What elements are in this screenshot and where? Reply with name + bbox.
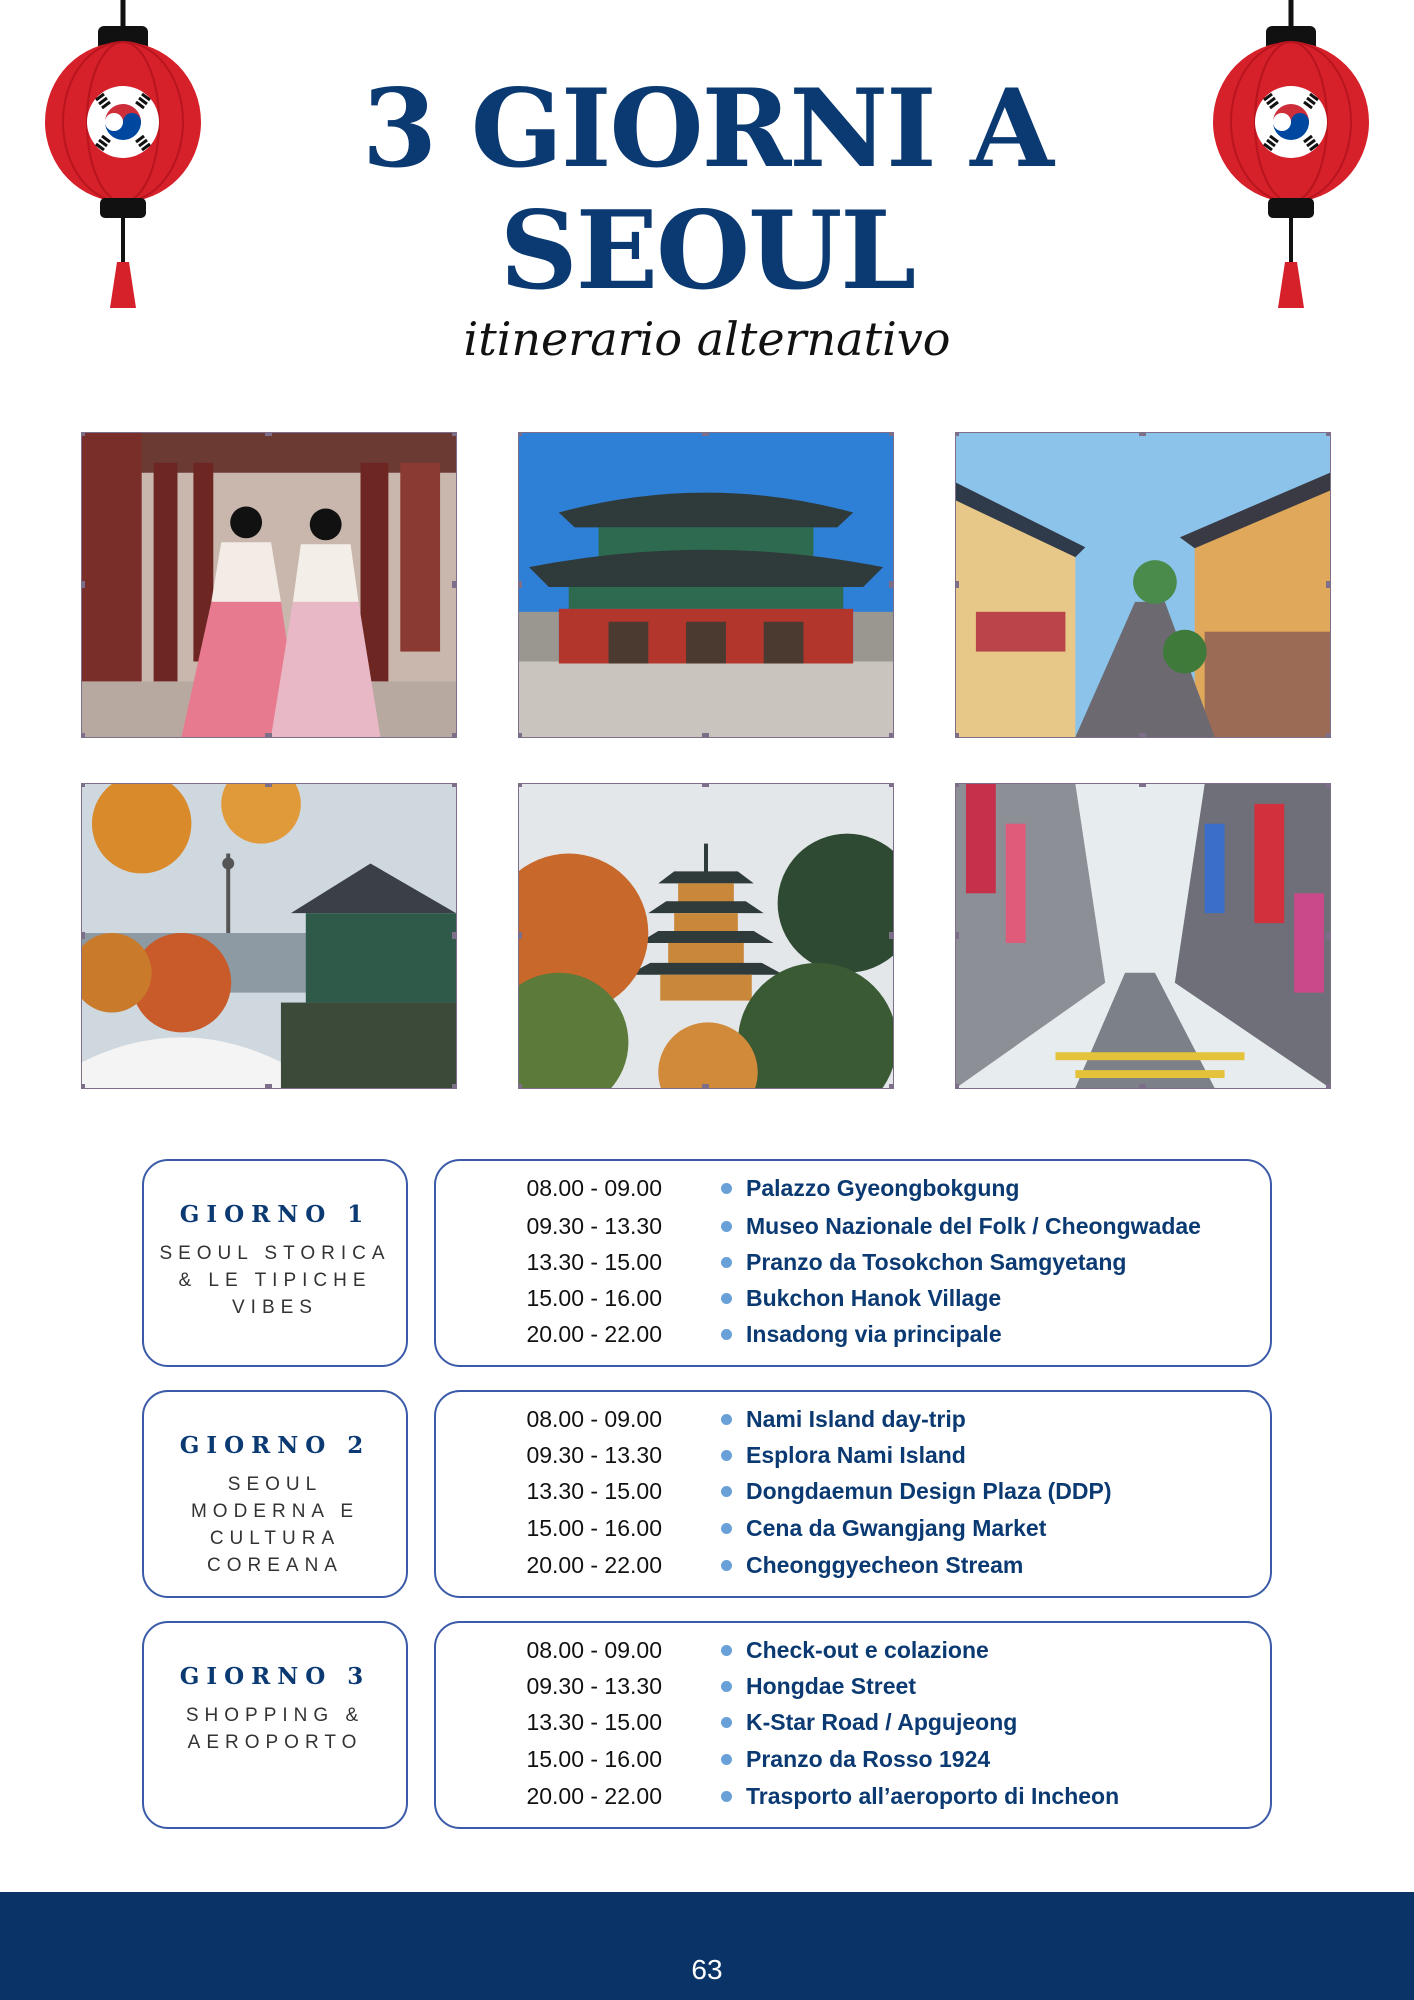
selection-handle [81,932,85,939]
photo-hanbok-women [81,432,457,738]
selection-handle [81,783,85,787]
schedule-time: 20.00 - 22.00 [526,1321,662,1347]
selection-handle [452,733,457,738]
selection-handle [1326,783,1331,787]
selection-handle [1326,581,1331,588]
title-line-2: SEOUL [499,188,915,314]
selection-handle [889,783,894,787]
schedule-row [436,1478,1270,1510]
selection-handle [265,1084,272,1089]
photo-bukchon-hanok-street [955,432,1331,738]
selection-handle [702,783,709,787]
selection-handle [955,1084,959,1089]
schedule-time: 09.30 - 13.30 [526,1442,662,1468]
schedule-activity: Nami Island day-trip [746,1406,966,1432]
schedule-activity: Cheonggyecheon Stream [746,1552,1024,1578]
day-3-description: SHOPPING & AEROPORTO [185,1705,365,1753]
schedule-time: 20.00 - 22.00 [526,1552,662,1578]
schedule-time: 09.30 - 13.30 [526,1673,662,1699]
schedule-activity: Bukchon Hanok Village [746,1285,1002,1311]
selection-handle [955,432,959,436]
schedule-activity: Museo Nazionale del Folk / Cheongwadae [746,1213,1201,1239]
schedule-row [436,1673,1270,1705]
schedule-time: 15.00 - 16.00 [526,1515,662,1541]
schedule-row [436,1406,1270,1438]
selection-handle [1326,432,1331,436]
bullet-dot-icon [721,1414,732,1425]
day-1-description: SEOUL STORICA & LE TIPICHE VIBES [159,1243,391,1318]
schedule-activity: K-Star Road / Apgujeong [746,1709,1018,1735]
bullet-dot-icon [721,1754,732,1765]
bullet-dot-icon [721,1717,732,1728]
photo-gyeongbokgung-gate [518,432,894,738]
selection-handle [265,783,272,787]
schedule-activity: Hongdae Street [746,1673,916,1699]
selection-handle [518,1084,522,1089]
schedule-time: 08.00 - 09.00 [526,1406,662,1432]
bullet-dot-icon [721,1183,732,1194]
day-3-card [142,1621,408,1829]
schedule-time: 09.30 - 13.30 [526,1213,662,1239]
schedule-time: 15.00 - 16.00 [526,1285,662,1311]
selection-handle [452,783,457,787]
schedule-time: 08.00 - 09.00 [526,1637,662,1663]
day-2-description: SEOUL MODERNA E CULTURA COREANA [190,1474,360,1576]
selection-handle [1139,733,1146,738]
page-subtitle: itinerario alternativo [463,312,951,366]
day-2-schedule [434,1390,1272,1598]
schedule-time: 13.30 - 15.00 [526,1709,662,1735]
schedule-activity: Dongdaemun Design Plaza (DDP) [746,1478,1112,1504]
schedule-activity: Trasporto all’aeroporto di Incheon [746,1783,1120,1809]
selection-handle [81,432,85,436]
selection-handle [1326,932,1331,939]
day-3-schedule [434,1621,1272,1829]
page-title [0,68,1414,312]
schedule-time: 13.30 - 15.00 [526,1249,662,1275]
schedule-time: 15.00 - 16.00 [526,1746,662,1772]
selection-handle [518,733,522,738]
schedule-activity: Pranzo da Tosokchon Samgyetang [746,1249,1127,1275]
title-line-1: 3 GIORNI A [362,66,1052,192]
schedule-row [436,1249,1270,1281]
day-1-title: GIORNO 1 [179,1201,371,1228]
schedule-row [436,1709,1270,1741]
schedule-row [436,1321,1270,1353]
bullet-dot-icon [721,1293,732,1304]
selection-handle [702,733,709,738]
photo-pagoda-autumn [518,783,894,1089]
schedule-activity: Esplora Nami Island [746,1442,966,1468]
schedule-row [436,1637,1270,1669]
selection-handle [265,432,272,436]
selection-handle [889,432,894,436]
selection-handle [889,932,894,939]
selection-handle [955,783,959,787]
selection-handle [518,932,522,939]
selection-handle [955,733,959,738]
day-3-title: GIORNO 3 [179,1663,371,1690]
schedule-activity: Check-out e colazione [746,1637,989,1663]
selection-handle [81,1084,85,1089]
selection-handle [1139,783,1146,787]
bullet-dot-icon [721,1560,732,1571]
selection-handle [1326,1084,1331,1089]
schedule-time: 08.00 - 09.00 [526,1175,662,1201]
schedule-row [436,1746,1270,1778]
selection-handle [702,1084,709,1089]
bullet-dot-icon [721,1523,732,1534]
schedule-activity: Palazzo Gyeongbokgung [746,1175,1020,1201]
selection-handle [1326,733,1331,738]
day-1-card [142,1159,408,1367]
bullet-dot-icon [721,1329,732,1340]
selection-handle [81,581,85,588]
schedule-row [436,1442,1270,1474]
photo-pavilion-namsan-tower [81,783,457,1089]
selection-handle [955,581,959,588]
schedule-row [436,1213,1270,1245]
selection-handle [518,432,522,436]
schedule-row [436,1285,1270,1317]
selection-handle [452,932,457,939]
schedule-row [436,1175,1270,1207]
bullet-dot-icon [721,1645,732,1656]
selection-handle [889,733,894,738]
footer-bar [0,1892,1414,2000]
selection-handle [452,1084,457,1089]
selection-handle [889,1084,894,1089]
selection-handle [265,733,272,738]
bullet-dot-icon [721,1450,732,1461]
selection-handle [452,432,457,436]
schedule-time: 13.30 - 15.00 [526,1478,662,1504]
schedule-row [436,1515,1270,1547]
page-number: 63 [691,1954,723,1985]
day-1-schedule [434,1159,1272,1367]
selection-handle [1139,432,1146,436]
bullet-dot-icon [721,1791,732,1802]
selection-handle [518,581,522,588]
bullet-dot-icon [721,1681,732,1692]
schedule-activity: Pranzo da Rosso 1924 [746,1746,991,1772]
selection-handle [702,432,709,436]
day-2-title: GIORNO 2 [179,1432,371,1459]
schedule-row [436,1552,1270,1584]
selection-handle [518,783,522,787]
bullet-dot-icon [721,1221,732,1232]
schedule-time: 20.00 - 22.00 [526,1783,662,1809]
selection-handle [1139,1084,1146,1089]
selection-handle [81,733,85,738]
schedule-activity: Cena da Gwangjang Market [746,1515,1047,1541]
bullet-dot-icon [721,1486,732,1497]
selection-handle [452,581,457,588]
bullet-dot-icon [721,1257,732,1268]
day-2-card [142,1390,408,1598]
selection-handle [889,581,894,588]
schedule-row [436,1783,1270,1815]
schedule-activity: Insadong via principale [746,1321,1002,1347]
selection-handle [955,932,959,939]
photo-shopping-street [955,783,1331,1089]
